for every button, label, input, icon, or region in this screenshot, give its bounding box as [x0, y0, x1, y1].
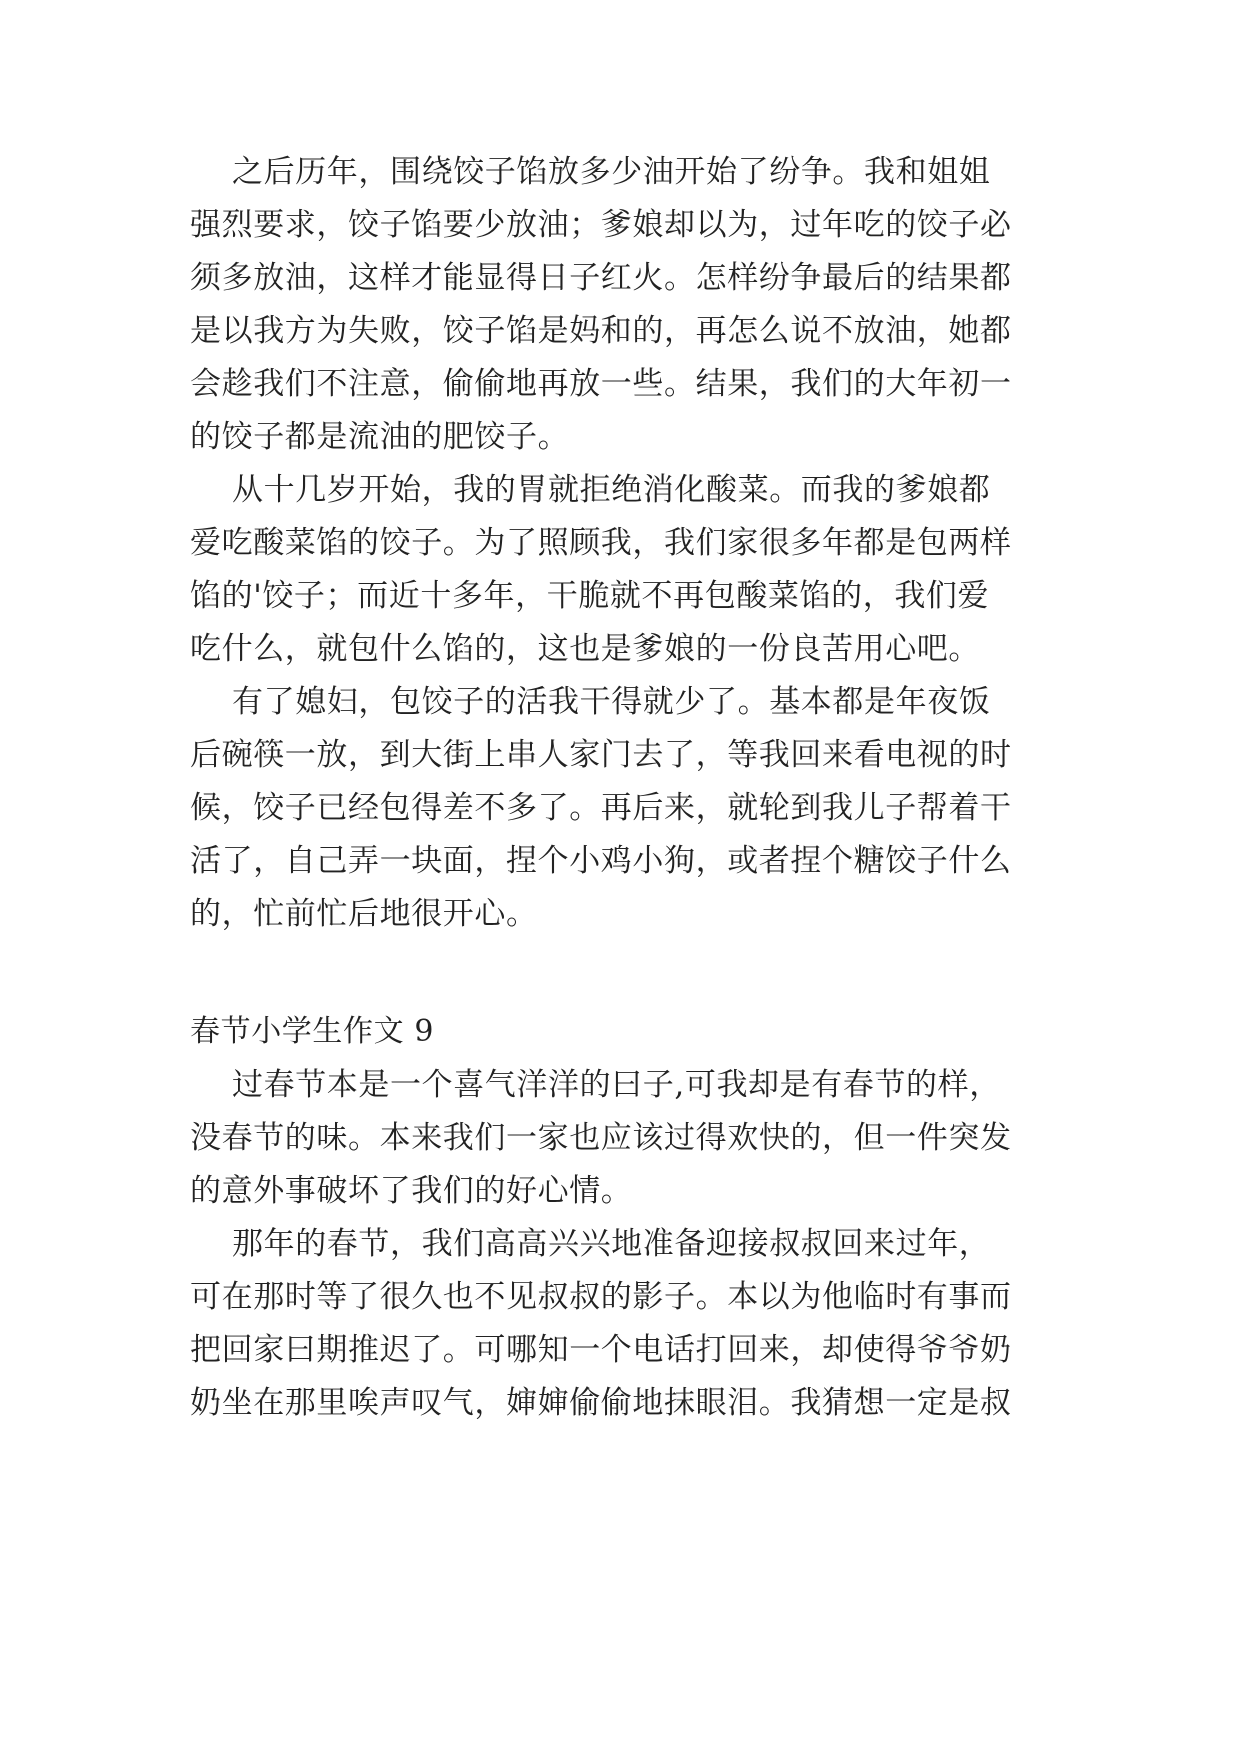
paragraph-3-line-3: 候，饺子已经包得差不多了。再后来，就轮到我儿子帮着干: [190, 790, 1012, 826]
paragraph-2-line-3: 馅的'饺子；而近十多年，干脆就不再包酸菜馅的，我们爱: [190, 578, 990, 614]
paragraph-1-line-6: 的饺子都是流油的肥饺子。: [190, 419, 570, 455]
paragraph-2-line-1: 从十几岁开始，我的胃就拒绝消化酸菜。而我的爹娘都: [232, 472, 991, 508]
paragraph-3-line-4: 活了，自己弄一块面，捏个小鸡小狗，或者捏个糖饺子什么: [190, 843, 1012, 879]
section-paragraph-2-line-1: 那年的春节，我们高高兴兴地准备迎接叔叔回来过年，: [232, 1226, 991, 1262]
paragraph-2-line-4: 吃什么，就包什么馅的，这也是爹娘的一份良苦用心吧。: [190, 631, 980, 667]
paragraph-1-line-1: 之后历年，围绕饺子馅放多少油开始了纷争。我和姐姐: [232, 154, 991, 190]
paragraph-1-line-4: 是以我方为失败，饺子馅是妈和的，再怎么说不放油，她都: [190, 313, 1012, 349]
section-paragraph-2-line-4: 奶坐在那里唉声叹气，婶婶偷偷地抹眼泪。我猜想一定是叔: [190, 1385, 1012, 1421]
paragraph-1-line-2: 强烈要求，饺子馅要少放油；爹娘却以为，过年吃的饺子必: [190, 207, 1012, 243]
paragraph-2-line-2: 爱吃酸菜馅的饺子。为了照顾我，我们家很多年都是包两样: [190, 525, 1012, 561]
section-paragraph-2-line-2: 可在那时等了很久也不见叔叔的影子。本以为他临时有事而: [190, 1279, 1012, 1315]
paragraph-1-line-5: 会趁我们不注意，偷偷地再放一些。结果，我们的大年初一: [190, 366, 1012, 402]
paragraph-3-line-5: 的，忙前忙后地很开心。: [190, 896, 538, 932]
paragraph-1-line-3: 须多放油，这样才能显得日子红火。怎样纷争最后的结果都: [190, 260, 1012, 296]
section-paragraph-1-line-3: 的意外事破坏了我们的好心情。: [190, 1173, 633, 1209]
section-paragraph-2-line-3: 把回家曰期推迟了。可哪知一个电话打回来，却使得爷爷奶: [190, 1332, 1012, 1368]
section-title: 春节小学生作文 9: [190, 1014, 435, 1049]
section-paragraph-1-line-1: 过春节本是一个喜气洋洋的曰子,可我却是有春节的样，: [232, 1067, 1001, 1103]
paragraph-3-line-2: 后碗筷一放，到大街上串人家门去了，等我回来看电视的时: [190, 737, 1012, 773]
paragraph-3-line-1: 有了媳妇，包饺子的活我干得就少了。基本都是年夜饭: [232, 684, 991, 720]
section-paragraph-1-line-2: 没春节的味。本来我们一家也应该过得欢快的，但一件突发: [190, 1120, 1012, 1156]
